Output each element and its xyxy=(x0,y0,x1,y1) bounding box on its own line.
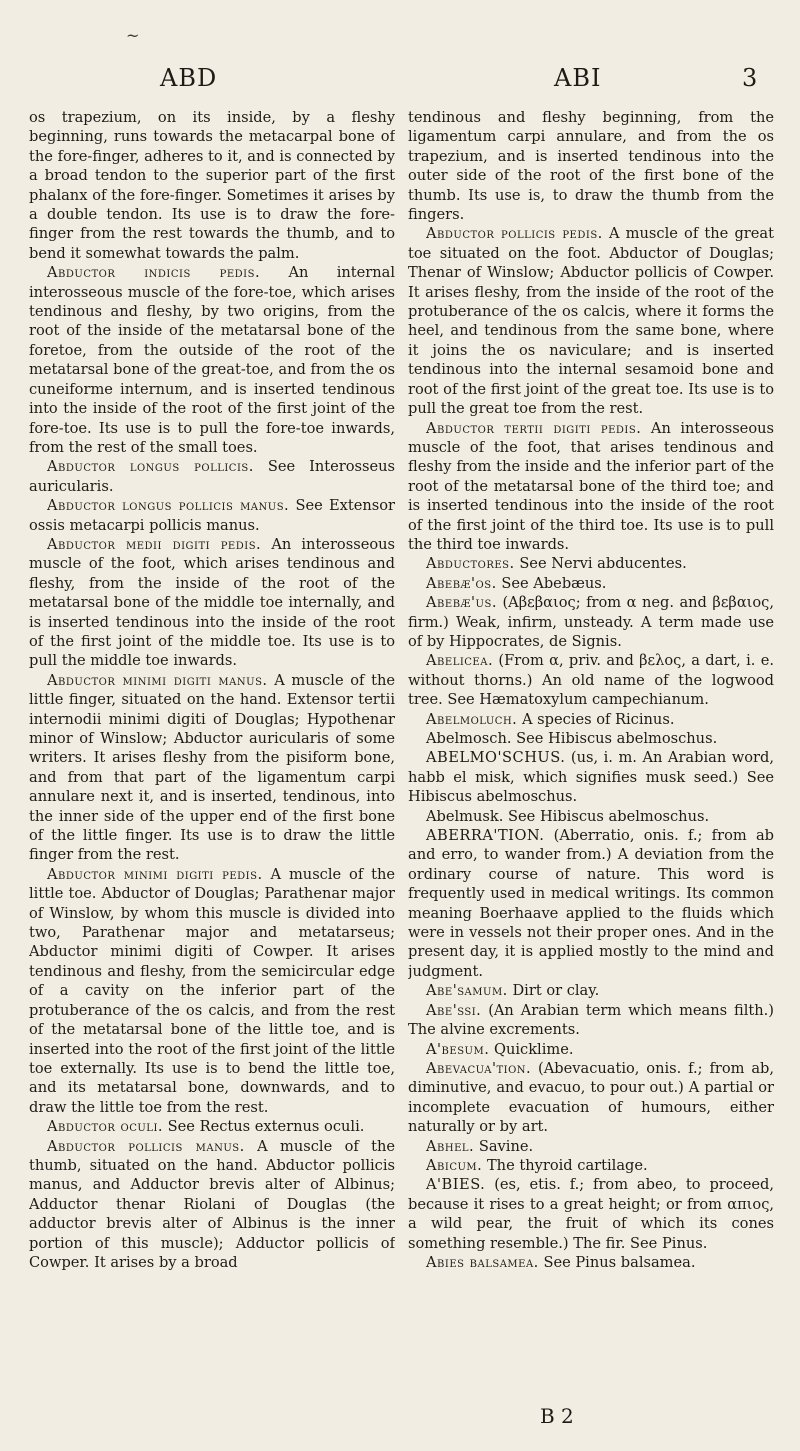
right-column xyxy=(408,108,774,1398)
entry-definition: tendinous and fleshy beginning, from the ligamentum carpi annulare, and from the os trapezium, and is inserted tendinous into the outer side of the root of the first bone of the thumb. Its use is, to draw the thumb from the fingers. xyxy=(408,109,774,224)
entry-definition: An interosseous muscle of the foot, which arises tendinous and fleshy, from the inside of the root of the metatarsal bone of the middle toe internally, and is inserted tendinous into the inside of the root of the first joint of the middle toe. Its use is to pull the middle toe inwards. xyxy=(29,535,395,670)
dictionary-entry xyxy=(29,263,395,457)
entry-headword: Abelicea. xyxy=(426,652,494,670)
entry-definition: (us, i. m. An Arabian word, habb el misk, which signifies musk seed.) See Hibiscus abelmoschus. xyxy=(408,749,774,806)
entry-definition: See Nervi abducentes. xyxy=(519,555,687,573)
entry-headword: Abe'samum. xyxy=(426,982,508,1000)
entry-definition: A muscle of the little finger, situated on the hand. Extensor tertii internodii minimi digiti of Douglas; Hypothenar minor of Winslow; Abductor auricularis of some writers. It arises fleshy from the pisiform bone, and from that part of the ligamentum carpi annulare next it, and is inserted, tendinous, into the inner side of the upper end of the first bone of the little finger. Its use is to draw the little finger from the rest. xyxy=(29,671,395,864)
entry-headword: Abductor minimi digiti manus. xyxy=(47,671,268,689)
corner-mark: ~ xyxy=(126,26,140,45)
entry-definition: (From α, priv. and βελος, a dart, i. e. without thorns.) An old name of the logwood tree. See Hæmatoxylum campechianum. xyxy=(408,652,774,709)
dictionary-entry xyxy=(408,593,774,651)
dictionary-entry xyxy=(408,748,774,806)
dictionary-entry xyxy=(408,651,774,709)
entry-headword: Abebæ'os. xyxy=(426,574,497,592)
dictionary-entry xyxy=(408,1156,774,1175)
entry-headword: Abebæ'us. xyxy=(426,594,497,612)
entry-headword: Abelmoluch. xyxy=(426,710,518,728)
entry-headword: Abductor pollicis manus. xyxy=(47,1137,245,1155)
entry-definition: (Aberratio, onis. f.; from ab and erro, to wander from.) A deviation from the ordinary course of nature. This word is frequently used in medical writings. Its common meaning Boerhaave applied to the fluids which were in vessels not their proper ones. And in the present day, it is applied mostly to the mind and judgment. xyxy=(408,827,774,980)
dictionary-entry xyxy=(408,224,774,418)
entry-headword: A'besum. xyxy=(426,1040,490,1058)
entry-definition: Abelmusk. See Hibiscus abelmoschus. xyxy=(426,807,710,825)
entry-headword: Abductor indicis pedis. xyxy=(47,264,261,282)
entry-definition: os trapezium, on its inside, by a fleshy beginning, runs towards the metacarpal bone of the fore-finger, adheres to it, and is connected by a broad tendon to the superior part of the first phalanx of the fore-finger. Sometimes it arises by a double tendon. Its use is to draw the fore-finger from the rest towards the thumb, and to bend it somewhat towards the palm. xyxy=(29,109,395,262)
entry-definition: See Interosseus auricularis. xyxy=(29,458,395,495)
entry-definition: An interosseous muscle of the foot, that arises tendinous and fleshy from the inside and the inferior part of the root of the metatarsal bone of the third toe; and is inserted tendinous into the inside of the root of the first joint of the third toe. Its use is to pull the third toe inwards. xyxy=(408,419,774,553)
entry-definition: (Abevacuatio, onis. f.; from ab, diminutive, and evacuo, to pour out.) A partial or incomplete evacuation of humours, either naturally or by art. xyxy=(408,1059,774,1136)
dictionary-entry xyxy=(29,496,395,535)
entry-text xyxy=(408,108,774,224)
entry-headword: A'BIES. xyxy=(426,1176,486,1194)
entry-definition: A muscle of the little toe. Abductor of Douglas; Parathenar major of Winslow, by whom this muscle is divided into two, Parathenar major and metatarseus; Abductor minimi digiti of Cowper. It arises tendinous and fleshy, from the semicircular edge of a cavity on the inferior part of the protuberance of the os calcis, and from the rest of the metatarsal bone of the little toe, and is inserted into the root of the first joint of the little toe externally. Its use is to bend the little toe, and its metatarsal bone, downwards, and to draw the little toe from the rest. xyxy=(29,865,395,1116)
entry-headword: Abevacua'tion. xyxy=(426,1059,532,1077)
entry-definition: A muscle of the thumb, situated on the hand. Abductor pollicis manus, and Adductor brevis alter of Albinus; Adductor thenar Riolani of Douglas (the adductor brevis alter of Albinus is the inner portion of this muscle); Adductor pollicis of Cowper. It arises by a broad xyxy=(29,1137,395,1271)
entry-headword: Abe'ssi. xyxy=(426,1001,482,1019)
signature-mark: B 2 xyxy=(540,1404,574,1428)
entry-definition: Abelmosch. See Hibiscus abelmoschus. xyxy=(426,730,718,747)
entry-headword: ABELMO'SCHUS. xyxy=(426,749,566,767)
dictionary-entry xyxy=(29,671,395,865)
entry-text xyxy=(408,729,774,748)
entry-definition: (es, etis. f.; from abeo, to proceed, because it rises to a great height; or from απιος, a wild pear, the fruit of which its cones something resemble.) The fir. See Pinus. xyxy=(408,1176,774,1252)
dictionary-entry xyxy=(29,535,395,671)
entry-headword: Abicum. xyxy=(426,1156,483,1174)
running-head-center: ABI xyxy=(554,64,602,92)
entry-headword: Abductor tertii digiti pedis. xyxy=(426,419,642,437)
dictionary-entry xyxy=(408,710,774,729)
dictionary-entry xyxy=(408,554,774,573)
dictionary-entry xyxy=(408,1059,774,1137)
entry-definition: A muscle of the great toe situated on the foot. Abductor of Douglas; Thenar of Winslow; Abductor pollicis of Cowper. It arises fleshy, from the inside of the root of the protuberance of the os calcis, where it forms the heel, and tendinous from the same bone, where it joins the os naviculare; and is inserted tendinous into the internal sesamoid bone and root of the first joint of the great toe. Its use is to pull the great toe from the rest. xyxy=(408,225,774,418)
dictionary-entry xyxy=(29,457,395,496)
entry-definition: (An Arabian term which means filth.) The alvine excrements. xyxy=(408,1001,774,1039)
entry-definition: See Rectus externus oculi. xyxy=(167,1118,365,1136)
dictionary-entry xyxy=(29,1117,395,1136)
dictionary-entry xyxy=(408,1175,774,1253)
entry-headword: Abductor medii digiti pedis. xyxy=(47,535,262,553)
entry-headword: Abductor oculi. xyxy=(47,1118,164,1136)
running-head-left: ABD xyxy=(160,64,218,92)
entry-headword: Abductor longus pollicis manus. xyxy=(47,497,290,515)
entry-headword: Abductor pollicis pedis. xyxy=(426,225,603,243)
entry-definition: Quicklime. xyxy=(494,1040,574,1058)
left-column xyxy=(29,108,395,1398)
dictionary-entry xyxy=(408,1040,774,1059)
dictionary-entry xyxy=(29,865,395,1117)
entry-headword: Abductor longus pollicis. xyxy=(47,458,254,476)
entry-definition: Dirt or clay. xyxy=(512,982,600,1000)
dictionary-entry xyxy=(408,1001,774,1040)
entry-definition: Savine. xyxy=(478,1137,534,1155)
dictionary-entry xyxy=(408,1253,774,1272)
entry-headword: Abhel. xyxy=(426,1137,475,1155)
entry-definition: See Pinus balsamea. xyxy=(543,1253,696,1271)
page-number: 3 xyxy=(742,64,759,92)
entry-definition: See Extensor ossis metacarpi pollicis manus. xyxy=(29,497,395,534)
entry-headword: ABERRA'TION. xyxy=(426,827,545,845)
entry-headword: Abductor minimi digiti pedis. xyxy=(47,865,263,883)
dictionary-entry xyxy=(408,1137,774,1156)
entry-text xyxy=(29,108,395,263)
dictionary-entry xyxy=(408,826,774,981)
entry-headword: Abies balsamea. xyxy=(426,1253,539,1271)
entry-definition: The thyroid cartilage. xyxy=(486,1156,648,1174)
dictionary-entry xyxy=(408,419,774,555)
dictionary-entry xyxy=(408,981,774,1000)
entry-definition: A species of Ricinus. xyxy=(521,710,675,728)
entry-definition: An internal interosseous muscle of the fore-toe, which arises tendinous and fleshy, by two origins, from the root of the inside of the metatarsal bone of the foretoe, from the outside of the root of the metatarsal bone of the great-toe, and from the os cuneiforme internum, and is inserted tendinous into the inside of the root of the first joint of the fore-toe. Its use is to pull the fore-toe inwards, from the rest of the small toes. xyxy=(29,264,395,456)
dictionary-entry xyxy=(29,1137,395,1273)
dictionary-entry xyxy=(408,574,774,593)
entry-text xyxy=(408,807,774,826)
entry-definition: See Abebæus. xyxy=(501,574,607,592)
entry-definition: (Αβεβαιος; from α neg. and βεβαιος, firm.) Weak, infirm, unsteady. A term made use of by Hippocrates, de Signis. xyxy=(408,594,774,650)
entry-headword: Abductores. xyxy=(426,555,515,573)
